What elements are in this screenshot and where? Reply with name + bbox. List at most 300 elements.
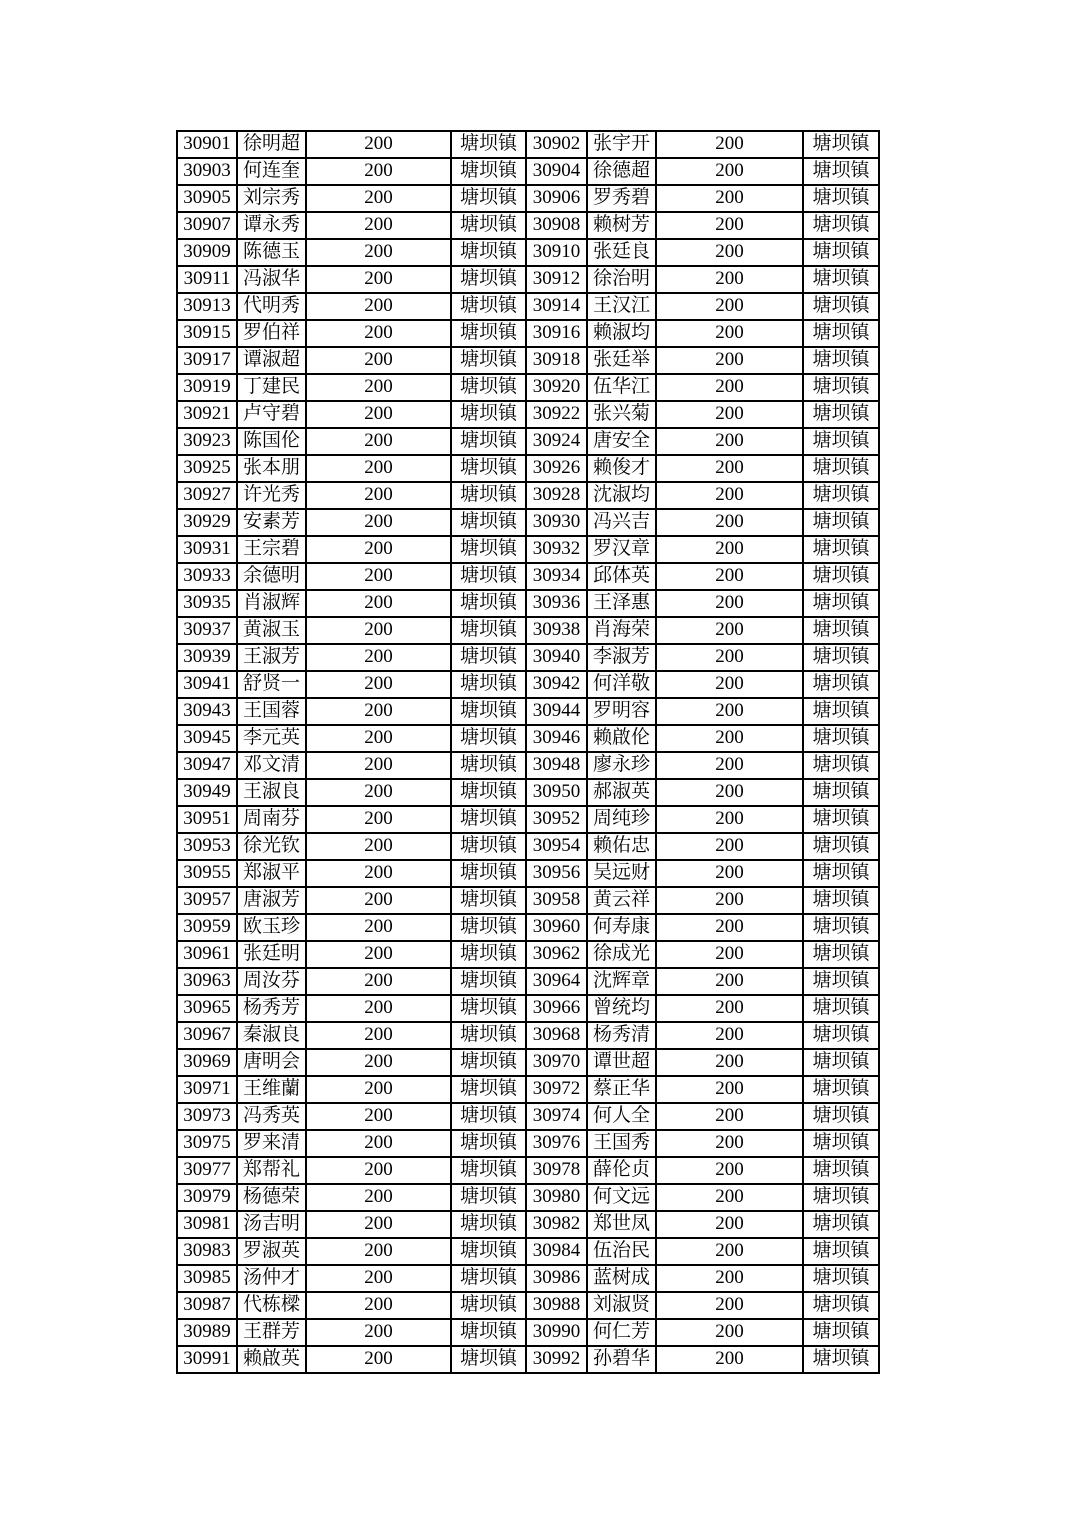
name-cell: 张本朋 [237,455,306,482]
name-cell: 何文远 [587,1184,656,1211]
table-row [177,752,879,779]
table-row [177,968,879,995]
name-cell: 安素芳 [237,509,306,536]
name-cell: 冯秀英 [237,1103,306,1130]
serial-number-cell: 30902 [526,131,587,158]
table-row [177,536,879,563]
name-cell: 汤仲才 [237,1265,306,1292]
amount-cell: 200 [306,1211,451,1238]
amount-cell: 200 [306,266,451,293]
amount-cell: 200 [306,752,451,779]
amount-cell: 200 [656,401,803,428]
table-row [177,185,879,212]
town-cell: 塘坝镇 [451,509,526,536]
name-cell: 何连奎 [237,158,306,185]
serial-number-cell: 30922 [526,401,587,428]
serial-number-cell: 30910 [526,239,587,266]
town-cell: 塘坝镇 [451,185,526,212]
name-cell: 周汝芬 [237,968,306,995]
serial-number-cell: 30920 [526,374,587,401]
amount-cell: 200 [306,914,451,941]
table-row [177,509,879,536]
table-row [177,671,879,698]
amount-cell: 200 [306,833,451,860]
amount-cell: 200 [306,1157,451,1184]
town-cell: 塘坝镇 [451,401,526,428]
serial-number-cell: 30928 [526,482,587,509]
amount-cell: 200 [656,293,803,320]
town-cell: 塘坝镇 [803,239,879,266]
serial-number-cell: 30966 [526,995,587,1022]
table-row [177,428,879,455]
town-cell: 塘坝镇 [451,239,526,266]
name-cell: 周纯珍 [587,806,656,833]
town-cell: 塘坝镇 [803,455,879,482]
town-cell: 塘坝镇 [803,1265,879,1292]
name-cell: 代明秀 [237,293,306,320]
name-cell: 何人全 [587,1103,656,1130]
serial-number-cell: 30918 [526,347,587,374]
serial-number-cell: 30952 [526,806,587,833]
serial-number-cell: 30912 [526,266,587,293]
amount-cell: 200 [656,212,803,239]
amount-cell: 200 [656,1319,803,1346]
amount-cell: 200 [306,995,451,1022]
town-cell: 塘坝镇 [451,1292,526,1319]
serial-number-cell: 30991 [177,1346,237,1373]
town-cell: 塘坝镇 [451,374,526,401]
serial-number-cell: 30916 [526,320,587,347]
table-row [177,779,879,806]
name-cell: 赖俊才 [587,455,656,482]
name-cell: 伍治民 [587,1238,656,1265]
amount-cell: 200 [306,482,451,509]
town-cell: 塘坝镇 [803,752,879,779]
name-cell: 伍华江 [587,374,656,401]
name-cell: 赖佑忠 [587,833,656,860]
table-row [177,563,879,590]
name-cell: 舒贤一 [237,671,306,698]
serial-number-cell: 30990 [526,1319,587,1346]
table-row [177,455,879,482]
town-cell: 塘坝镇 [451,266,526,293]
serial-number-cell: 30984 [526,1238,587,1265]
town-cell: 塘坝镇 [803,1211,879,1238]
name-cell: 唐淑芳 [237,887,306,914]
serial-number-cell: 30937 [177,617,237,644]
serial-number-cell: 30975 [177,1130,237,1157]
amount-cell: 200 [306,725,451,752]
name-cell: 赖啟英 [237,1346,306,1373]
town-cell: 塘坝镇 [451,806,526,833]
town-cell: 塘坝镇 [803,509,879,536]
name-cell: 廖永珍 [587,752,656,779]
name-cell: 谭永秀 [237,212,306,239]
name-cell: 徐德超 [587,158,656,185]
serial-number-cell: 30933 [177,563,237,590]
name-cell: 张廷举 [587,347,656,374]
amount-cell: 200 [656,266,803,293]
name-cell: 黄淑玉 [237,617,306,644]
serial-number-cell: 30913 [177,293,237,320]
table-row [177,725,879,752]
town-cell: 塘坝镇 [803,644,879,671]
table-row [177,482,879,509]
serial-number-cell: 30931 [177,536,237,563]
name-cell: 谭淑超 [237,347,306,374]
serial-number-cell: 30939 [177,644,237,671]
serial-number-cell: 30958 [526,887,587,914]
document-page [176,130,880,1374]
amount-cell: 200 [306,455,451,482]
table-row [177,1211,879,1238]
town-cell: 塘坝镇 [451,995,526,1022]
town-cell: 塘坝镇 [803,158,879,185]
name-cell: 刘淑贤 [587,1292,656,1319]
table-row [177,941,879,968]
amount-cell: 200 [306,644,451,671]
serial-number-cell: 30972 [526,1076,587,1103]
name-cell: 王群芳 [237,1319,306,1346]
name-cell: 王淑芳 [237,644,306,671]
serial-number-cell: 30926 [526,455,587,482]
amount-cell: 200 [656,1130,803,1157]
town-cell: 塘坝镇 [803,347,879,374]
table-row [177,860,879,887]
amount-cell: 200 [306,347,451,374]
serial-number-cell: 30950 [526,779,587,806]
amount-cell: 200 [306,1238,451,1265]
town-cell: 塘坝镇 [803,428,879,455]
town-cell: 塘坝镇 [803,482,879,509]
serial-number-cell: 30904 [526,158,587,185]
serial-number-cell: 30953 [177,833,237,860]
town-cell: 塘坝镇 [803,401,879,428]
serial-number-cell: 30964 [526,968,587,995]
amount-cell: 200 [656,968,803,995]
amount-cell: 200 [656,1346,803,1373]
amount-cell: 200 [656,509,803,536]
name-cell: 王宗碧 [237,536,306,563]
name-cell: 徐成光 [587,941,656,968]
name-cell: 郑淑平 [237,860,306,887]
serial-number-cell: 30919 [177,374,237,401]
name-cell: 邓文清 [237,752,306,779]
table-row [177,617,879,644]
amount-cell: 200 [656,455,803,482]
name-cell: 杨秀清 [587,1022,656,1049]
amount-cell: 200 [306,185,451,212]
town-cell: 塘坝镇 [451,428,526,455]
name-cell: 曾统均 [587,995,656,1022]
name-cell: 张廷明 [237,941,306,968]
town-cell: 塘坝镇 [451,293,526,320]
serial-number-cell: 30944 [526,698,587,725]
amount-cell: 200 [656,590,803,617]
payment-roster-table [176,130,880,1374]
name-cell: 余德明 [237,563,306,590]
amount-cell: 200 [306,1022,451,1049]
name-cell: 冯兴吉 [587,509,656,536]
amount-cell: 200 [656,914,803,941]
amount-cell: 200 [306,239,451,266]
table-row [177,1022,879,1049]
amount-cell: 200 [656,374,803,401]
town-cell: 塘坝镇 [803,725,879,752]
town-cell: 塘坝镇 [451,725,526,752]
town-cell: 塘坝镇 [803,1319,879,1346]
town-cell: 塘坝镇 [451,1238,526,1265]
town-cell: 塘坝镇 [803,1049,879,1076]
amount-cell: 200 [656,1211,803,1238]
amount-cell: 200 [306,536,451,563]
serial-number-cell: 30949 [177,779,237,806]
name-cell: 罗伯祥 [237,320,306,347]
serial-number-cell: 30955 [177,860,237,887]
name-cell: 罗淑英 [237,1238,306,1265]
table-row [177,1076,879,1103]
serial-number-cell: 30917 [177,347,237,374]
table-row [177,590,879,617]
serial-number-cell: 30940 [526,644,587,671]
serial-number-cell: 30983 [177,1238,237,1265]
table-row [177,644,879,671]
amount-cell: 200 [306,1292,451,1319]
serial-number-cell: 30960 [526,914,587,941]
name-cell: 代栋樑 [237,1292,306,1319]
serial-number-cell: 30914 [526,293,587,320]
table-row [177,887,879,914]
name-cell: 周南芬 [237,806,306,833]
name-cell: 王国蓉 [237,698,306,725]
serial-number-cell: 30979 [177,1184,237,1211]
serial-number-cell: 30905 [177,185,237,212]
town-cell: 塘坝镇 [451,1346,526,1373]
town-cell: 塘坝镇 [451,671,526,698]
town-cell: 塘坝镇 [451,1130,526,1157]
table-row [177,914,879,941]
serial-number-cell: 30945 [177,725,237,752]
name-cell: 何洋敬 [587,671,656,698]
name-cell: 肖海荣 [587,617,656,644]
serial-number-cell: 30942 [526,671,587,698]
amount-cell: 200 [306,1265,451,1292]
amount-cell: 200 [656,1265,803,1292]
serial-number-cell: 30903 [177,158,237,185]
serial-number-cell: 30968 [526,1022,587,1049]
amount-cell: 200 [306,1103,451,1130]
serial-number-cell: 30941 [177,671,237,698]
serial-number-cell: 30967 [177,1022,237,1049]
name-cell: 薛伦贞 [587,1157,656,1184]
amount-cell: 200 [306,1346,451,1373]
serial-number-cell: 30924 [526,428,587,455]
serial-number-cell: 30907 [177,212,237,239]
serial-number-cell: 30948 [526,752,587,779]
table-row [177,1238,879,1265]
name-cell: 何仁芳 [587,1319,656,1346]
amount-cell: 200 [306,131,451,158]
serial-number-cell: 30965 [177,995,237,1022]
serial-number-cell: 30957 [177,887,237,914]
amount-cell: 200 [306,212,451,239]
serial-number-cell: 30909 [177,239,237,266]
name-cell: 郝淑英 [587,779,656,806]
name-cell: 张廷良 [587,239,656,266]
town-cell: 塘坝镇 [451,1049,526,1076]
serial-number-cell: 30981 [177,1211,237,1238]
town-cell: 塘坝镇 [451,860,526,887]
amount-cell: 200 [306,1049,451,1076]
serial-number-cell: 30974 [526,1103,587,1130]
town-cell: 塘坝镇 [803,563,879,590]
town-cell: 塘坝镇 [803,266,879,293]
town-cell: 塘坝镇 [451,779,526,806]
serial-number-cell: 30971 [177,1076,237,1103]
name-cell: 丁建民 [237,374,306,401]
amount-cell: 200 [656,1049,803,1076]
town-cell: 塘坝镇 [803,1157,879,1184]
amount-cell: 200 [656,482,803,509]
amount-cell: 200 [306,860,451,887]
table-row [177,1265,879,1292]
town-cell: 塘坝镇 [803,914,879,941]
table-row [177,995,879,1022]
town-cell: 塘坝镇 [451,347,526,374]
amount-cell: 200 [656,806,803,833]
amount-cell: 200 [656,752,803,779]
table-row [177,1157,879,1184]
town-cell: 塘坝镇 [803,995,879,1022]
serial-number-cell: 30938 [526,617,587,644]
table-row [177,131,879,158]
name-cell: 徐治明 [587,266,656,293]
serial-number-cell: 30946 [526,725,587,752]
town-cell: 塘坝镇 [451,617,526,644]
town-cell: 塘坝镇 [803,1346,879,1373]
table-row [177,374,879,401]
amount-cell: 200 [306,779,451,806]
town-cell: 塘坝镇 [803,698,879,725]
amount-cell: 200 [306,509,451,536]
amount-cell: 200 [656,185,803,212]
amount-cell: 200 [656,1103,803,1130]
table-row [177,1346,879,1373]
amount-cell: 200 [656,347,803,374]
serial-number-cell: 30923 [177,428,237,455]
amount-cell: 200 [656,995,803,1022]
name-cell: 秦淑良 [237,1022,306,1049]
town-cell: 塘坝镇 [803,1292,879,1319]
serial-number-cell: 30976 [526,1130,587,1157]
amount-cell: 200 [656,644,803,671]
table-row [177,1184,879,1211]
name-cell: 卢守碧 [237,401,306,428]
town-cell: 塘坝镇 [803,1238,879,1265]
serial-number-cell: 30987 [177,1292,237,1319]
town-cell: 塘坝镇 [803,320,879,347]
town-cell: 塘坝镇 [451,158,526,185]
name-cell: 黄云祥 [587,887,656,914]
serial-number-cell: 30985 [177,1265,237,1292]
town-cell: 塘坝镇 [451,131,526,158]
table-row [177,347,879,374]
name-cell: 孙碧华 [587,1346,656,1373]
town-cell: 塘坝镇 [451,536,526,563]
amount-cell: 200 [656,563,803,590]
serial-number-cell: 30970 [526,1049,587,1076]
town-cell: 塘坝镇 [803,833,879,860]
town-cell: 塘坝镇 [451,1076,526,1103]
name-cell: 杨德荣 [237,1184,306,1211]
name-cell: 冯淑华 [237,266,306,293]
name-cell: 肖淑辉 [237,590,306,617]
town-cell: 塘坝镇 [803,374,879,401]
amount-cell: 200 [306,1184,451,1211]
table-row [177,212,879,239]
town-cell: 塘坝镇 [803,806,879,833]
name-cell: 何寿康 [587,914,656,941]
town-cell: 塘坝镇 [803,590,879,617]
serial-number-cell: 30932 [526,536,587,563]
town-cell: 塘坝镇 [803,887,879,914]
name-cell: 罗秀碧 [587,185,656,212]
serial-number-cell: 30943 [177,698,237,725]
amount-cell: 200 [656,1157,803,1184]
serial-number-cell: 30963 [177,968,237,995]
town-cell: 塘坝镇 [451,644,526,671]
amount-cell: 200 [306,671,451,698]
town-cell: 塘坝镇 [803,1076,879,1103]
amount-cell: 200 [656,941,803,968]
name-cell: 陈德玉 [237,239,306,266]
name-cell: 蓝树成 [587,1265,656,1292]
town-cell: 塘坝镇 [451,1022,526,1049]
town-cell: 塘坝镇 [451,1157,526,1184]
town-cell: 塘坝镇 [803,671,879,698]
town-cell: 塘坝镇 [451,1319,526,1346]
table-row [177,1103,879,1130]
name-cell: 徐光钦 [237,833,306,860]
name-cell: 张兴菊 [587,401,656,428]
town-cell: 塘坝镇 [451,212,526,239]
amount-cell: 200 [306,968,451,995]
serial-number-cell: 30906 [526,185,587,212]
amount-cell: 200 [306,698,451,725]
table-row [177,806,879,833]
amount-cell: 200 [306,806,451,833]
town-cell: 塘坝镇 [803,131,879,158]
amount-cell: 200 [306,941,451,968]
name-cell: 吴远财 [587,860,656,887]
name-cell: 汤吉明 [237,1211,306,1238]
amount-cell: 200 [656,1184,803,1211]
town-cell: 塘坝镇 [451,752,526,779]
amount-cell: 200 [656,536,803,563]
serial-number-cell: 30925 [177,455,237,482]
serial-number-cell: 30915 [177,320,237,347]
serial-number-cell: 30962 [526,941,587,968]
amount-cell: 200 [656,1022,803,1049]
town-cell: 塘坝镇 [451,887,526,914]
amount-cell: 200 [656,779,803,806]
town-cell: 塘坝镇 [803,1130,879,1157]
serial-number-cell: 30959 [177,914,237,941]
town-cell: 塘坝镇 [803,1103,879,1130]
amount-cell: 200 [656,1238,803,1265]
amount-cell: 200 [656,428,803,455]
name-cell: 王国秀 [587,1130,656,1157]
